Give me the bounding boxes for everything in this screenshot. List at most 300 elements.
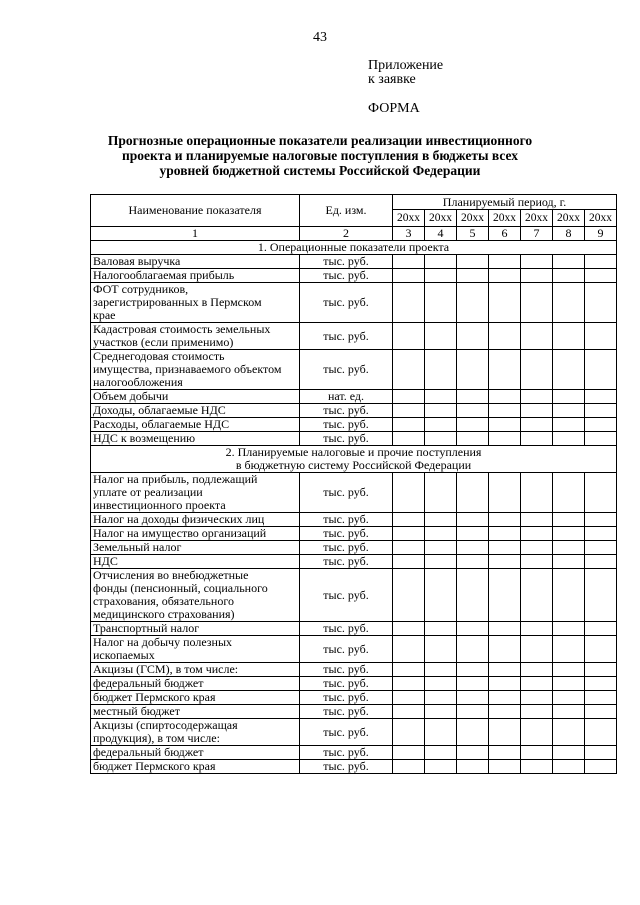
column-number: 4 [425,227,457,241]
indicator-name-line: Транспортный налог [93,621,200,635]
value-cell [457,622,489,636]
value-cell [425,691,457,705]
indicator-name [91,404,300,418]
section-title-line: 1. Операционные показатели проекта [257,240,450,254]
value-cell [521,473,553,513]
table-row [91,541,617,555]
value-cell [425,390,457,404]
column-number: 5 [457,227,489,241]
indicator-name [91,705,300,719]
value-cell [489,283,521,323]
value-cell [425,432,457,446]
value-cell [393,513,425,527]
table-row [91,432,617,446]
value-cell [489,555,521,569]
value-cell [489,350,521,390]
value-cell [521,636,553,663]
value-cell [521,622,553,636]
value-cell [425,323,457,350]
value-cell [585,527,617,541]
table-row [91,390,617,404]
value-cell [585,473,617,513]
indicator-name-line: Объем добычи [93,389,169,403]
value-cell [489,323,521,350]
value-cell [585,705,617,719]
value-cell [457,555,489,569]
value-cell [425,255,457,269]
value-cell [553,555,585,569]
indicator-name [91,746,300,760]
value-cell [457,323,489,350]
indicator-name-line: Расходы, облагаемые НДС [93,417,230,431]
value-cell [585,691,617,705]
indicator-name [91,255,300,269]
value-cell [393,527,425,541]
unit-cell: тыс. руб. [300,283,393,323]
unit-cell: тыс. руб. [300,418,393,432]
indicator-name [91,663,300,677]
value-cell [489,527,521,541]
table-row [91,255,617,269]
unit-cell: нат. ед. [300,390,393,404]
value-cell [393,555,425,569]
indicator-name-line: бюджет Пермского края [93,759,216,773]
value-cell [553,719,585,746]
indicator-name-line: Доходы, облагаемые НДС [93,403,226,417]
value-cell [457,760,489,774]
value-cell [425,663,457,677]
value-cell [489,677,521,691]
value-cell [457,283,489,323]
value-cell [425,541,457,555]
value-cell [489,760,521,774]
column-number: 8 [553,227,585,241]
title-line: проекта и планируемые налоговые поступления в бюджеты всех [121,148,518,163]
value-cell [393,269,425,283]
table-row [91,418,617,432]
value-cell [489,705,521,719]
indicator-name-line: фонды (пенсионный, социального [93,581,268,595]
indicator-name [91,269,300,283]
indicator-name-line: бюджет Пермского края [93,690,216,704]
value-cell [425,746,457,760]
value-cell [457,663,489,677]
value-cell [425,705,457,719]
value-cell [489,622,521,636]
value-cell [521,323,553,350]
value-cell [393,418,425,432]
header-year: 20xx [489,210,521,227]
table-row [91,746,617,760]
value-cell [553,269,585,283]
value-cell [393,255,425,269]
value-cell [393,663,425,677]
value-cell [489,719,521,746]
value-cell [393,569,425,622]
value-cell [457,404,489,418]
value-cell [585,760,617,774]
indicator-name [91,760,300,774]
indicator-name-line: продукция), в том числе: [93,731,220,745]
value-cell [585,746,617,760]
header-year: 20xx [585,210,617,227]
value-cell [553,473,585,513]
unit-cell: тыс. руб. [300,691,393,705]
value-cell [457,269,489,283]
value-cell [457,432,489,446]
value-cell [585,541,617,555]
indicator-name [91,350,300,390]
value-cell [393,705,425,719]
table-row [91,760,617,774]
value-cell [457,541,489,555]
value-cell [585,569,617,622]
value-cell [585,418,617,432]
table-row [91,569,617,622]
value-cell [457,719,489,746]
value-cell [585,390,617,404]
value-cell [585,432,617,446]
value-cell [425,473,457,513]
table-row [91,705,617,719]
indicator-name-line: уплате от реализации [93,485,203,499]
column-number: 2 [300,227,393,241]
value-cell [585,663,617,677]
unit-cell: тыс. руб. [300,555,393,569]
table-row [91,473,617,513]
value-cell [489,418,521,432]
value-cell [489,404,521,418]
table-row [91,283,617,323]
header-year: 20xx [457,210,489,227]
indicator-name [91,541,300,555]
value-cell [393,746,425,760]
section-title-line: 2. Планируемые налоговые и прочие поступления [225,445,482,459]
indicator-name-line: Налог на добычу полезных [93,635,233,649]
value-cell [553,677,585,691]
unit-cell: тыс. руб. [300,255,393,269]
value-cell [585,255,617,269]
table-row [91,513,617,527]
indicators-table [90,194,617,774]
value-cell [393,390,425,404]
value-cell [489,569,521,622]
value-cell [585,677,617,691]
column-number: 9 [585,227,617,241]
value-cell [521,390,553,404]
header-year: 20xx [553,210,585,227]
value-cell [393,636,425,663]
title-line: уровней бюджетной системы Российской Федерации [159,163,481,178]
unit-cell: тыс. руб. [300,663,393,677]
indicator-name-line: федеральный бюджет [93,676,204,690]
indicator-name [91,432,300,446]
value-cell [553,746,585,760]
table-row [91,719,617,746]
value-cell [585,323,617,350]
unit-cell: тыс. руб. [300,636,393,663]
table-row [91,323,617,350]
indicator-name-line: Налогооблагаемая прибыль [93,268,235,282]
value-cell [425,622,457,636]
value-cell [425,404,457,418]
table-row [91,677,617,691]
value-cell [521,432,553,446]
unit-cell: тыс. руб. [300,269,393,283]
indicator-name [91,569,300,622]
value-cell [457,677,489,691]
unit-cell: тыс. руб. [300,541,393,555]
header-year: 20xx [393,210,425,227]
indicator-name [91,636,300,663]
value-cell [553,705,585,719]
value-cell [521,719,553,746]
indicator-name-line: ФОТ сотрудников, [93,282,189,296]
unit-cell: тыс. руб. [300,527,393,541]
value-cell [553,541,585,555]
unit-cell: тыс. руб. [300,513,393,527]
section-row [91,446,617,473]
indicator-name-line: Акцизы (спиртосодержащая [93,718,238,732]
header-planned-period: Планируемый период, г. [393,195,617,210]
header-year: 20xx [425,210,457,227]
appendix-line: Приложение [368,58,444,73]
value-cell [425,677,457,691]
value-cell [585,404,617,418]
unit-cell: тыс. руб. [300,719,393,746]
table-row [91,636,617,663]
indicator-name-line: ископаемых [93,648,155,662]
indicator-name-line: Среднегодовая стоимость [93,349,225,363]
value-cell [489,691,521,705]
value-cell [393,691,425,705]
value-cell [393,283,425,323]
indicator-name [91,527,300,541]
value-cell [521,705,553,719]
value-cell [457,255,489,269]
header-unit: Ед. изм. [300,195,393,227]
value-cell [585,283,617,323]
table-row [91,527,617,541]
indicator-name [91,473,300,513]
table-row [91,691,617,705]
indicator-name [91,555,300,569]
value-cell [553,390,585,404]
value-cell [457,746,489,760]
value-cell [521,569,553,622]
value-cell [521,255,553,269]
value-cell [585,636,617,663]
value-cell [521,513,553,527]
value-cell [425,569,457,622]
value-cell [585,555,617,569]
indicator-name-line: Акцизы (ГСМ), в том числе: [93,662,239,676]
document-title [60,133,580,178]
value-cell [457,636,489,663]
section-title-line: в бюджетную систему Российской Федерации [235,458,472,472]
value-cell [553,323,585,350]
header-year: 20xx [521,210,553,227]
value-cell [489,473,521,513]
value-cell [393,622,425,636]
value-cell [393,432,425,446]
value-cell [489,255,521,269]
table-row [91,350,617,390]
value-cell [521,760,553,774]
value-cell [553,622,585,636]
header-indicator-name: Наименование показателя [91,195,300,227]
value-cell [553,527,585,541]
unit-cell: тыс. руб. [300,760,393,774]
value-cell [521,269,553,283]
indicator-name-line: инвестиционного проекта [93,498,226,512]
value-cell [553,663,585,677]
value-cell [521,691,553,705]
table-row [91,269,617,283]
table-row [91,404,617,418]
indicator-name-line: Налог на доходы физических лиц [93,512,265,526]
value-cell [553,691,585,705]
indicator-name-line: крае [93,308,116,322]
value-cell [457,473,489,513]
indicator-name [91,390,300,404]
value-cell [521,541,553,555]
indicator-name [91,283,300,323]
form-label: ФОРМА [368,101,420,116]
value-cell [553,418,585,432]
unit-cell: тыс. руб. [300,350,393,390]
indicator-name [91,622,300,636]
value-cell [457,350,489,390]
indicator-name [91,719,300,746]
indicator-name-line: Налог на прибыль, подлежащий [93,472,258,486]
value-cell [393,350,425,390]
value-cell [393,541,425,555]
column-number: 6 [489,227,521,241]
table-row [91,663,617,677]
value-cell [393,760,425,774]
value-cell [425,760,457,774]
unit-cell: тыс. руб. [300,746,393,760]
value-cell [553,283,585,323]
column-number: 3 [393,227,425,241]
indicator-name-line: местный бюджет [93,704,180,718]
indicator-name [91,323,300,350]
indicator-name-line: Валовая выручка [93,254,181,268]
value-cell [489,746,521,760]
value-cell [585,719,617,746]
value-cell [521,283,553,323]
value-cell [393,404,425,418]
value-cell [553,350,585,390]
value-cell [521,663,553,677]
unit-cell: тыс. руб. [300,569,393,622]
section-title [91,241,617,255]
section-title [91,446,617,473]
value-cell [425,269,457,283]
section-row [91,241,617,255]
value-cell [585,513,617,527]
indicator-name-line: зарегистрированных в Пермском [93,295,262,309]
value-cell [553,255,585,269]
unit-cell: тыс. руб. [300,323,393,350]
value-cell [521,350,553,390]
value-cell [425,719,457,746]
value-cell [521,404,553,418]
column-number: 1 [91,227,300,241]
value-cell [521,746,553,760]
indicator-name-line: НДС [93,554,118,568]
value-cell [553,432,585,446]
title-line: Прогнозные операционные показатели реализации инвестиционного [107,133,533,148]
value-cell [457,705,489,719]
value-cell [425,283,457,323]
value-cell [457,390,489,404]
page-number: 43 [313,30,327,45]
indicator-name-line: Земельный налог [93,540,182,554]
value-cell [489,432,521,446]
value-cell [521,677,553,691]
indicator-name-line: Отчисления во внебюджетные [93,568,249,582]
indicator-name-line: имущества, признаваемого объектом [93,362,282,376]
value-cell [553,513,585,527]
value-cell [457,513,489,527]
unit-cell: тыс. руб. [300,677,393,691]
value-cell [393,719,425,746]
unit-cell: тыс. руб. [300,404,393,418]
indicator-name-line: Кадастровая стоимость земельных [93,322,271,336]
value-cell [489,390,521,404]
value-cell [425,418,457,432]
value-cell [457,418,489,432]
indicator-name [91,418,300,432]
indicator-name-line: страхования, обязательного [93,594,234,608]
value-cell [425,513,457,527]
value-cell [585,622,617,636]
value-cell [489,269,521,283]
indicator-name [91,513,300,527]
value-cell [425,555,457,569]
value-cell [489,636,521,663]
value-cell [425,350,457,390]
value-cell [521,418,553,432]
unit-cell: тыс. руб. [300,473,393,513]
indicator-name [91,691,300,705]
value-cell [553,569,585,622]
table-row [91,555,617,569]
value-cell [521,527,553,541]
value-cell [585,350,617,390]
value-cell [457,527,489,541]
unit-cell: тыс. руб. [300,622,393,636]
value-cell [553,760,585,774]
value-cell [489,513,521,527]
indicator-name-line: медицинского страхования) [93,607,235,621]
value-cell [585,269,617,283]
value-cell [489,541,521,555]
value-cell [393,473,425,513]
indicator-name-line: НДС к возмещению [93,431,196,445]
value-cell [393,323,425,350]
value-cell [393,677,425,691]
indicator-name-line: участков (если применимо) [93,335,234,349]
value-cell [425,527,457,541]
value-cell [553,636,585,663]
unit-cell: тыс. руб. [300,432,393,446]
value-cell [425,636,457,663]
appendix-line: к заявке [368,72,416,87]
indicator-name [91,677,300,691]
